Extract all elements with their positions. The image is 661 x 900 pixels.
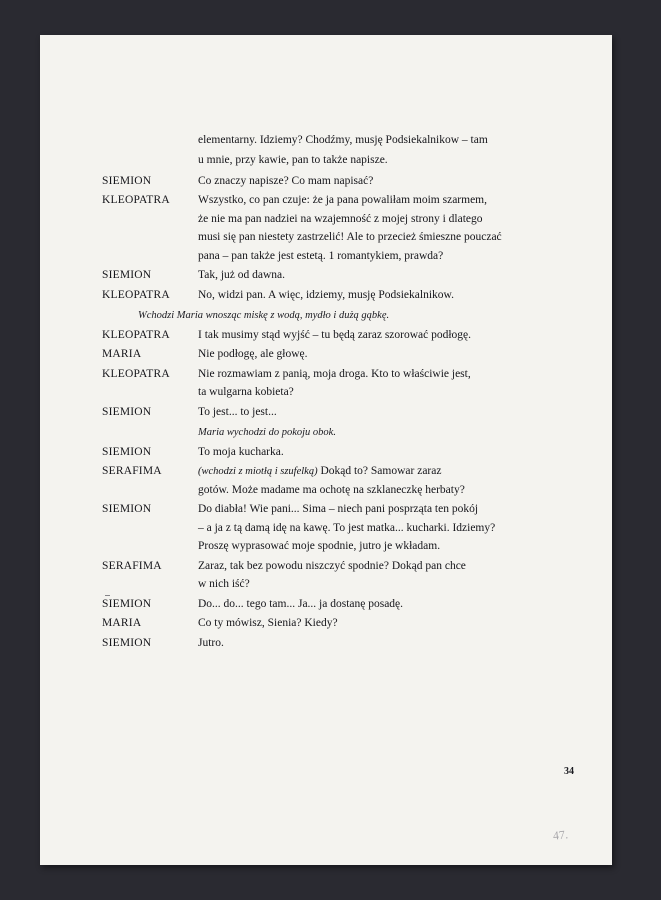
- dialogue-line: [102, 445, 572, 460]
- speech-text: Co ty mówisz, Sienia? Kiedy?: [198, 617, 338, 629]
- speech-text: [198, 193, 572, 264]
- opening-paragraph: [102, 133, 572, 168]
- speech-text: Nie podłogę, ale głowę.: [198, 348, 308, 360]
- stage-direction: Wchodzi Maria wnosząc miskę z wodą, mydło i dużą gąbkę.: [138, 309, 390, 321]
- speaker-name: KLEOPATRA: [102, 367, 170, 380]
- speaker-name: MARIA: [102, 348, 142, 360]
- pencil-annotation: 47.: [552, 827, 569, 843]
- speaker-name: KLEOPATRA: [102, 328, 170, 341]
- speaker-name: KLEOPATRA: [102, 194, 170, 206]
- dialogue-line: [102, 367, 572, 401]
- speaker-name: MARIA: [102, 617, 142, 629]
- speech-text: [198, 502, 572, 554]
- script-body: [102, 133, 572, 655]
- speech-text: Do... do... tego tam... Ja... ja dostanę posadę.: [198, 597, 404, 610]
- speech-continuation: Proszę wyprasować moje spodnie, jutro je wkładam.: [198, 540, 441, 552]
- speaker-name: SIEMION: [102, 445, 152, 458]
- speech-text: To jest... to jest...: [198, 405, 277, 418]
- speech-text: Co znaczy napisze? Co mam napisać?: [198, 174, 374, 187]
- opening-line: elementarny. Idziemy? Chodźmy, musję Podsiekalnikow – tam: [198, 134, 488, 146]
- speaker-name: SERAFIMA: [102, 559, 162, 572]
- speech-text: [198, 559, 572, 593]
- speech-first-line: Do diabła! Wie pani... Sima – niech pani posprząta ten pokój: [198, 503, 479, 515]
- dialogue-line: [102, 405, 572, 420]
- speech-text: I tak musimy stąd wyjść – tu będą zaraz szorować podłogę.: [198, 328, 472, 341]
- speaker-name: SIEMION: [102, 174, 152, 187]
- stray-pen-mark: [105, 595, 110, 596]
- speech-first-line: Nie rozmawiam z panią, moja droga. Kto to właściwie jest,: [198, 367, 471, 380]
- speaker-name: SERAFIMA: [102, 465, 162, 477]
- dialogue-line: [102, 597, 572, 612]
- dialogue-line: [102, 464, 572, 498]
- opening-line: u mnie, przy kawie, pan to także napisze.: [198, 153, 388, 166]
- speaker-name: SIEMION: [102, 405, 152, 418]
- speaker-name: SIEMION: [102, 269, 152, 281]
- speaker-name: SIEMION: [102, 597, 152, 610]
- speech-continuation: musi się pan niestety zastrzelić! Ale to przecież śmieszne pouczać: [198, 231, 502, 243]
- speaker-name: SIEMION: [102, 636, 152, 649]
- page-content-area: [40, 35, 612, 865]
- dialogue-line: [102, 616, 572, 631]
- dialogue-line: [102, 268, 572, 283]
- speech-text: No, widzi pan. A więc, idziemy, musję Podsiekalnikow.: [198, 288, 454, 301]
- dialogue-line: [102, 636, 572, 651]
- speech-text: Jutro.: [198, 636, 224, 649]
- speaker-name: KLEOPATRA: [102, 288, 170, 301]
- speech-text: Tak, już od dawna.: [198, 269, 286, 281]
- speech-continuation: że nie ma pan nadziei na wzajemność z mojej strony i dlatego: [198, 212, 483, 225]
- dialogue-line: [102, 502, 572, 554]
- dialogue-line: [102, 288, 572, 303]
- speech-continuation: pana – pan także jest estetą. 1 romantykiem, prawda?: [198, 249, 444, 262]
- stage-direction: Maria wychodzi do pokoju obok.: [198, 426, 336, 438]
- dialogue-line: [102, 347, 572, 362]
- speech-continuation: ta wulgarna kobieta?: [198, 386, 294, 398]
- dialogue-line: [102, 559, 572, 593]
- speech-continuation: gotów. Może madame ma ochotę na szklaneczkę herbaty?: [198, 483, 465, 496]
- speech-text: To moja kucharka.: [198, 445, 284, 458]
- speech-continuation: – a ja z tą damą idę na kawę. To jest matka... kucharki. Idziemy?: [198, 521, 496, 534]
- dialogue-line: [102, 193, 572, 264]
- speaker-name: SIEMION: [102, 503, 152, 515]
- speech-first-line: Wszystko, co pan czuje: że ja pana powaliłam moim szarmem,: [198, 194, 487, 206]
- page-number: 34: [564, 766, 574, 777]
- dialogue-line: [102, 328, 572, 343]
- speech-first-line: Zaraz, tak bez powodu niszczyć spodnie? Dokąd pan chce: [198, 559, 466, 572]
- speech-continuation: w nich iść?: [198, 578, 250, 590]
- dialogue-line: [102, 174, 572, 189]
- speech-text: [198, 367, 572, 401]
- document-page: [40, 35, 612, 865]
- speech-text: [198, 464, 572, 498]
- inline-stage-direction: (wchodzi z miotłą i szufelką): [198, 466, 318, 477]
- speech-first-line: Dokąd to? Samowar zaraz: [320, 465, 442, 477]
